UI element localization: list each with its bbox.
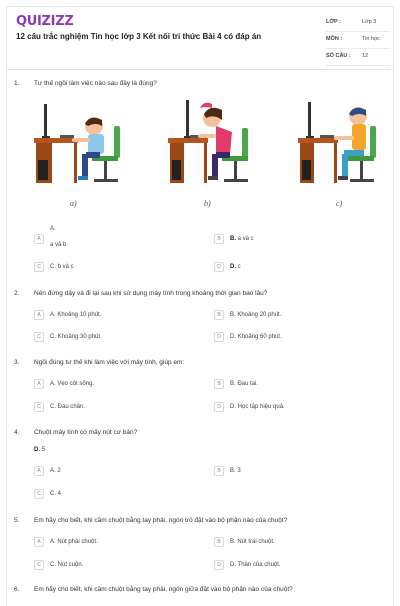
- option-text: a và b: [50, 242, 67, 248]
- option-body: a và c: [236, 236, 254, 242]
- question-4: [14, 429, 386, 439]
- option-text: C. Khoảng 30 phút.: [50, 334, 102, 340]
- question-text: Ngồi đúng tư thế khi làm việc với máy tính, giúp em:: [34, 359, 185, 366]
- option-body: 5: [40, 447, 46, 453]
- option-key-box: D: [214, 560, 224, 570]
- option-key-box: C: [34, 262, 44, 272]
- option-key-box: A: [34, 234, 44, 244]
- question-number: 5.: [14, 517, 20, 524]
- question-text: Chuột máy tính có mấy nút cơ bản?: [34, 429, 138, 436]
- option-key-box: A: [34, 310, 44, 320]
- option-text: D. Khoảng 60 phút.: [230, 334, 282, 340]
- option-text: B. Đau tai.: [230, 381, 259, 387]
- figure-caption-a: a): [70, 199, 77, 208]
- option-key-box: B: [214, 466, 224, 476]
- option-prefix: D.: [34, 447, 40, 453]
- meta-row-subject: [326, 33, 390, 49]
- question-text: Nên đứng dậy và đi lại sau khi sử dụng máy tính trong khoảng thời gian bao lâu?: [34, 290, 268, 297]
- worksheet-header: [6, 6, 394, 70]
- option-key-box: C: [34, 489, 44, 499]
- option-text: A. Nút phải chuột.: [50, 539, 98, 545]
- option-key-box: B: [214, 537, 224, 547]
- option-text: C. 4: [50, 491, 62, 497]
- answer-option-d[interactable]: [34, 447, 45, 453]
- option-text: [230, 236, 380, 242]
- posture-illustration-c: [296, 96, 396, 191]
- figure-caption-c: c): [336, 199, 343, 208]
- question-number: 3.: [14, 359, 20, 366]
- option-key-box: B: [214, 379, 224, 389]
- option-text: C. Đau chân.: [50, 404, 86, 410]
- option-body: c: [236, 264, 241, 270]
- option-text: [230, 264, 380, 270]
- question-number: 4.: [14, 429, 20, 436]
- meta-label: LỚP :: [326, 19, 341, 25]
- option-text: B. 3: [230, 468, 241, 474]
- meta-label: MÔN :: [326, 36, 343, 42]
- question-text: Em hãy cho biết, khi cầm chuột bằng tay phải, ngón trỏ đặt vào bộ phận nào của chuột?: [34, 517, 288, 524]
- option-key-box: D: [214, 332, 224, 342]
- quizizz-logo: QUIZIZZ: [16, 14, 74, 29]
- posture-illustration-a: [30, 96, 130, 191]
- option-key-box: A: [34, 379, 44, 389]
- question-number: 2.: [14, 290, 20, 297]
- meta-value: Lớp 3: [362, 19, 377, 25]
- meta-row-count: [326, 50, 390, 66]
- question-text: Em hãy cho biết, khi cầm chuột bằng tay phải, ngón giữa đặt vào bộ phận nào của chuột?: [34, 586, 293, 593]
- meta-label: SỐ CÂU :: [326, 53, 351, 59]
- option-key-box: B: [214, 310, 224, 320]
- option-text: B. Khoảng 20 phút.: [230, 312, 282, 318]
- figure-caption-b: b): [204, 199, 211, 208]
- option-text: C. b và c: [50, 264, 74, 270]
- question-5: [14, 517, 386, 527]
- option-key-box: A: [34, 537, 44, 547]
- question-6: [14, 586, 386, 596]
- option-text: B. Nút trái chuột.: [230, 539, 275, 545]
- question-3: [14, 359, 386, 369]
- question-text: Tư thế ngồi làm việc nào sau đây là đúng?: [34, 80, 157, 87]
- option-key-box: C: [34, 332, 44, 342]
- meta-info: [326, 16, 390, 67]
- meta-row-class: [326, 16, 390, 32]
- question-2: [14, 290, 386, 300]
- option-prefix: D.: [230, 264, 236, 270]
- option-key-box: C: [34, 402, 44, 412]
- meta-value: Tin học: [362, 36, 380, 42]
- option-text: D. Thân của chuột.: [230, 562, 281, 568]
- question-number: 1.: [14, 80, 20, 87]
- option-key-box: C: [34, 560, 44, 570]
- option-key-box: B: [214, 234, 224, 244]
- option-key-box: A: [34, 466, 44, 476]
- posture-illustration-b: [164, 96, 264, 191]
- option-key-box: D: [214, 402, 224, 412]
- option-key-box: D: [214, 262, 224, 272]
- question-number: 6.: [14, 586, 20, 593]
- option-text: A. Vẹo cột sống.: [50, 381, 95, 387]
- option-text: A.: [50, 226, 56, 232]
- meta-value: 12: [362, 53, 369, 59]
- option-text: C. Nút cuộn.: [50, 562, 84, 568]
- option-prefix: B.: [230, 236, 236, 242]
- option-text: A. 2: [50, 468, 61, 474]
- option-text: A. Khoảng 10 phút.: [50, 312, 102, 318]
- page-title: 12 câu trắc nghiệm Tin học lớp 3 Kết nối tri thức Bài 4 có đáp án: [16, 32, 262, 41]
- option-text: D. Học tập hiệu quả.: [230, 404, 285, 410]
